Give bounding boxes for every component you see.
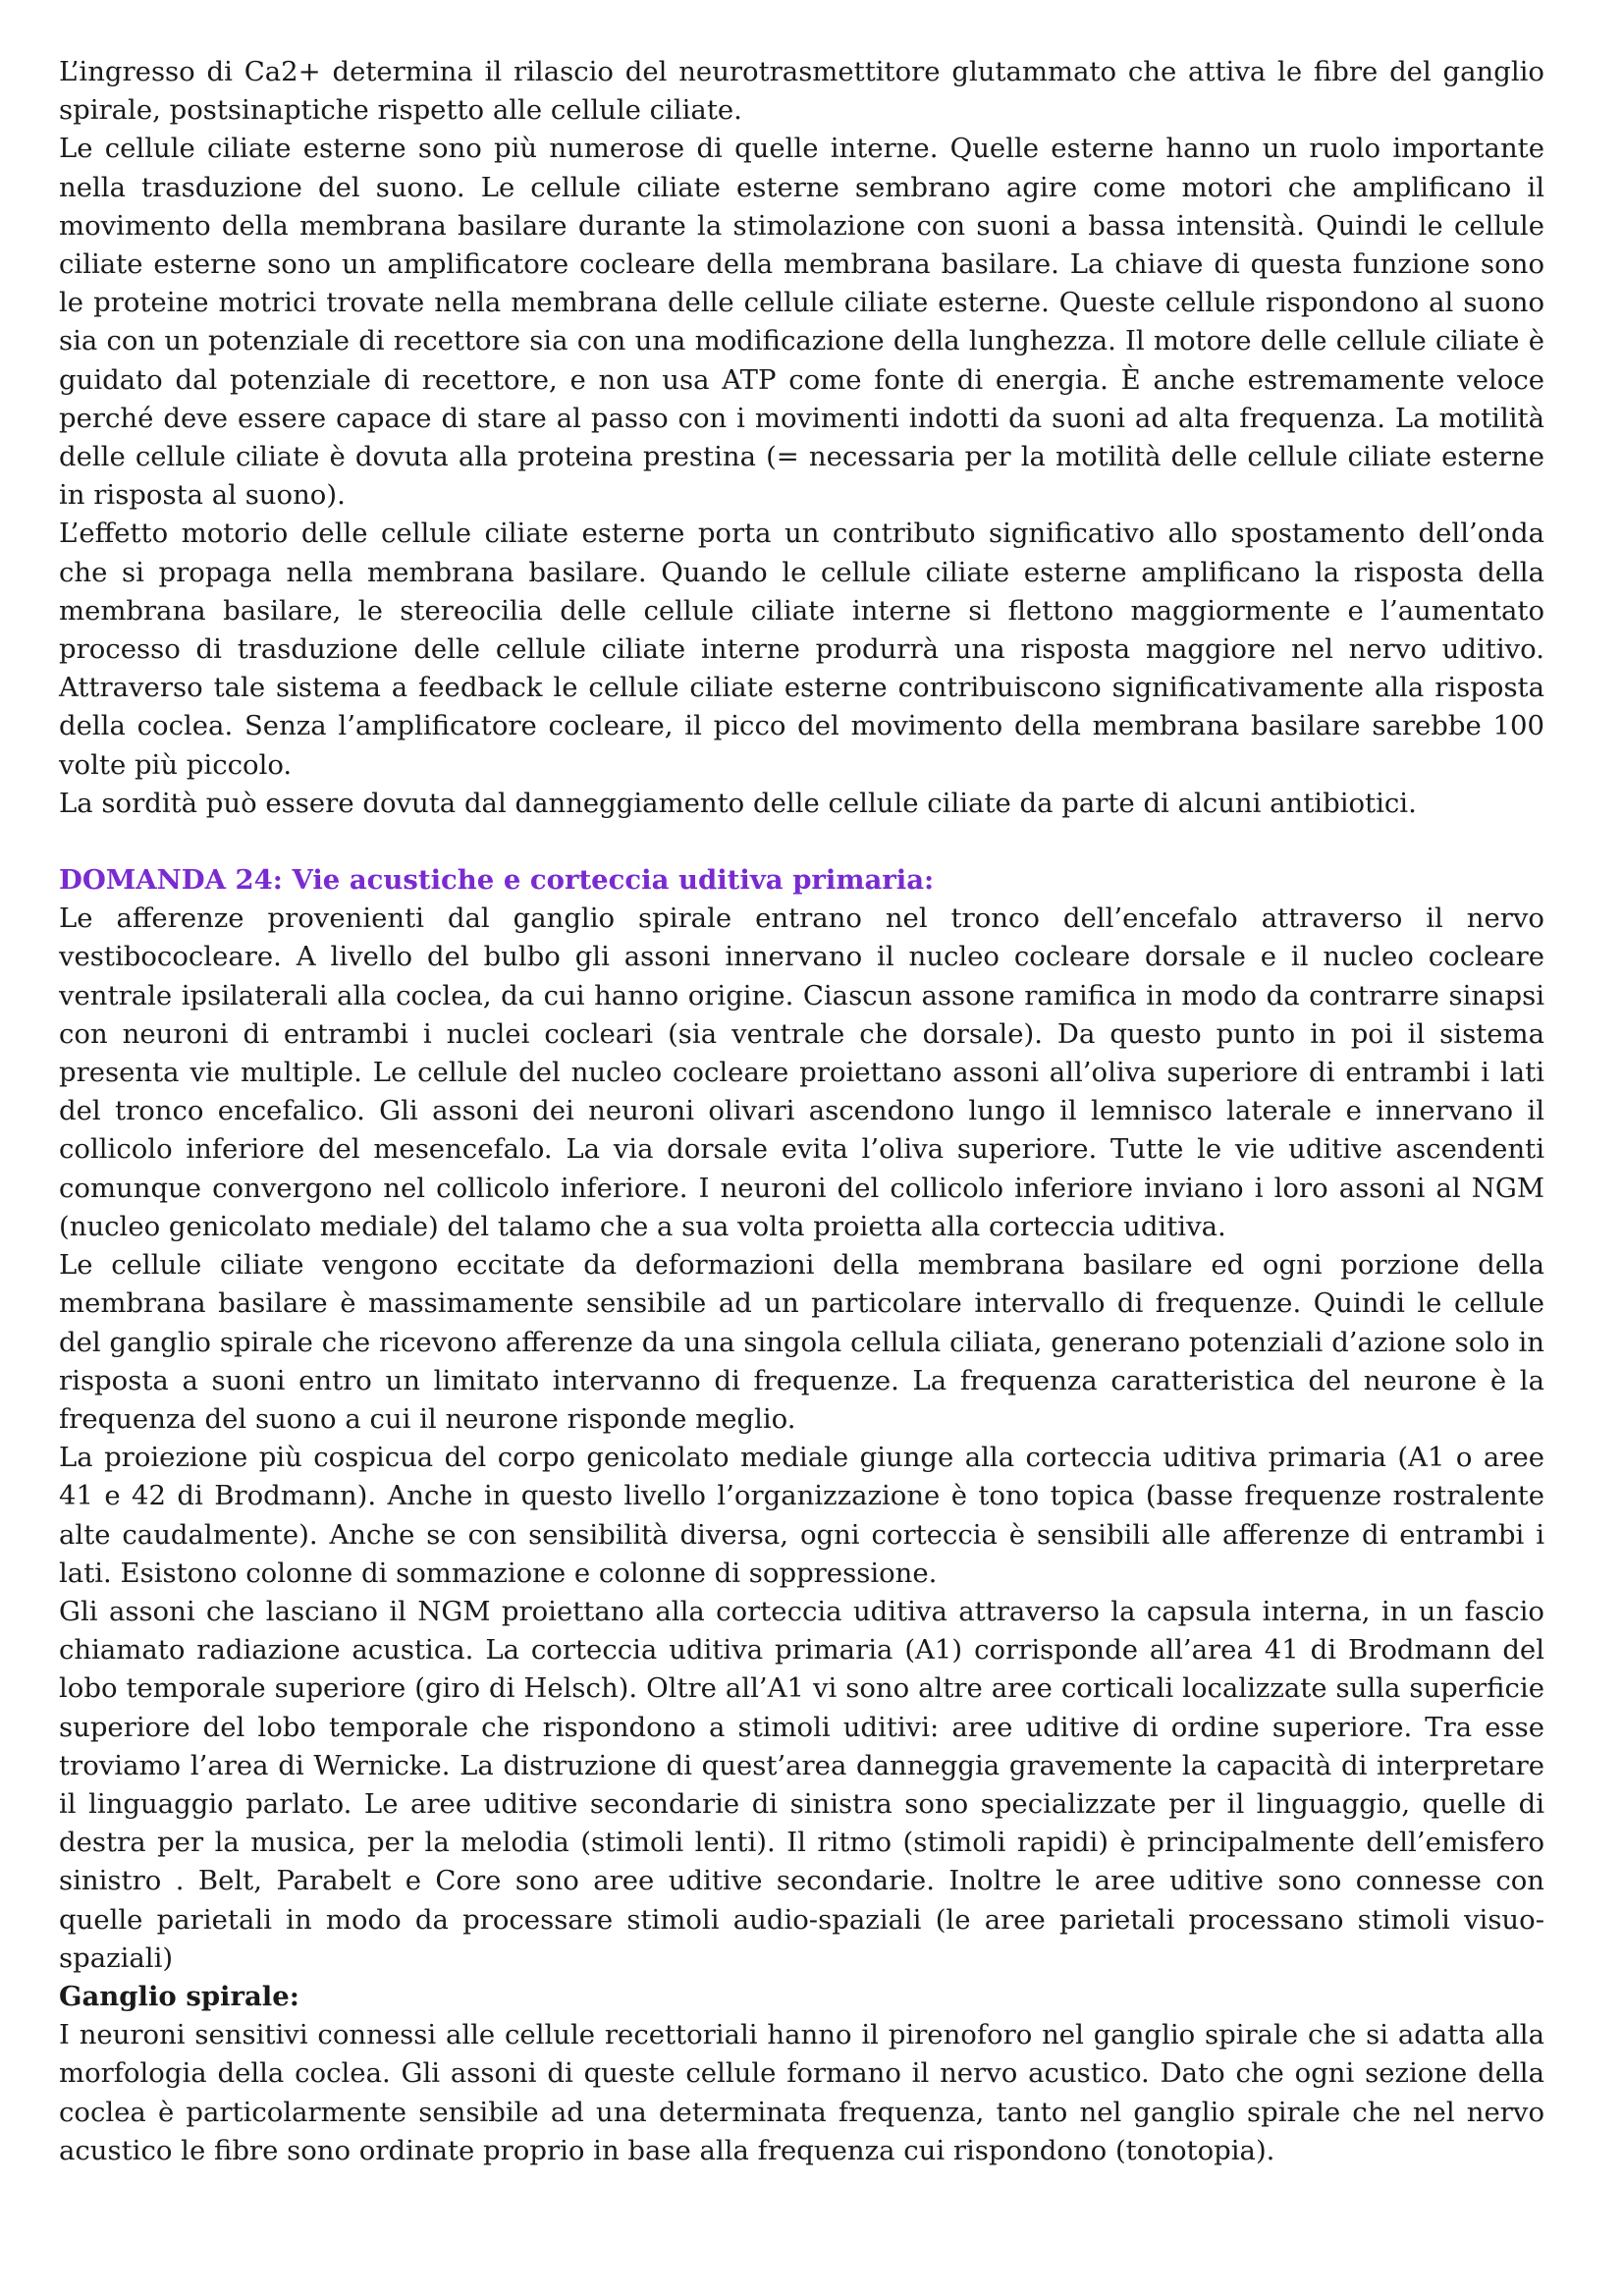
question-paragraph-3: La proiezione più cospicua del corpo genicolato mediale giunge alla corteccia uditiva primaria (A1 o aree 41 e 42 di Brodmann). Anche in questo livello l’organizzazione è tono topica (basse frequenze rostralente alte caudalmente). Anche se con sensibilità diversa, ogni corteccia è sensibili alle afferenze di entrambi i lati. Esistono colonne di sommazione e colonne di soppressione. — [59, 1442, 1544, 1589]
question-paragraph-1: Le afferenze provenienti dal ganglio spirale entrano nel tronco dell’encefalo attraverso il nervo vestibococleare. A livello del bulbo gli assoni innervano il nucleo cocleare dorsale e il nucleo cocleare ventrale ipsilaterali alla coclea, da cui hanno origine. Ciascun assone ramifica in modo da contrarre sinapsi con neuroni di entrambi i nuclei cocleari (sia ventrale che dorsale). Da questo punto in poi il sistema presenta vie multiple. Le cellule del nucleo cocleare proiettano assoni all’oliva superiore di entrambi i lati del tronco encefalico. Gli assoni dei neuroni olivari ascendono lungo il lemnisco laterale e innervano il collicolo inferiore del mesencefalo. La via dorsale evita l’oliva superiore. Tutte le vie uditive ascendenti comunque convergono nel collicolo inferiore. I neuroni del collicolo inferiore inviano i loro assoni al NGM (nucleo genicolato mediale) del talamo che a sua volta proietta alla corteccia uditiva. — [59, 902, 1544, 1242]
paragraph-spacer — [59, 823, 1544, 861]
intro-paragraph-3: L’effetto motorio delle cellule ciliate esterne porta un contributo significativo allo spostamento dell’onda che si propaga nella membrana basilare. Quando le cellule ciliate esterne amplificano la risposta della membrana basilare, le stereocilia delle cellule ciliate interne si flettono maggiormente e l’aumentato processo di trasduzione delle cellule ciliate interne produrrà una risposta maggiore nel nervo uditivo. Attraverso tale sistema a feedback le cellule ciliate esterne contribuiscono significativamente alla risposta della coclea. Senza l’amplificatore cocleare, il picco del movimento della membrana basilare sarebbe 100 volte più piccolo. — [59, 518, 1544, 781]
intro-paragraph-1: L’ingresso di Ca2+ determina il rilascio del neurotrasmettitore glutammato che attiva le fibre del ganglio spirale, postsinaptiche rispetto alle cellule ciliate. — [59, 56, 1544, 127]
question-paragraph-4: Gli assoni che lasciano il NGM proiettano alla corteccia uditiva attraverso la capsula interna, in un fascio chiamato radiazione acustica. La corteccia uditiva primaria (A1) corrisponde all’area 41 di Brodmann del lobo temporale superiore (giro di Helsch). Oltre all’A1 vi sono altre aree corticali localizzate sulla superficie superiore del lobo temporale che rispondono a stimoli uditivi: aree uditive di ordine superiore. Tra esse troviamo l’area di Wernicke. La distruzione di quest’area danneggia gravemente la capacità di interpretare il linguaggio parlato. Le aree uditive secondarie di sinistra sono specializzate per il linguaggio, quelle di destra per la musica, per la melodia (stimoli lenti). Il ritmo (stimoli rapidi) è principalmente dell’emisfero sinistro . Belt, Parabelt e Core sono aree uditive secondarie. Inoltre le aree uditive sono connesse con quelle parietali in modo da processare stimoli audio-spaziali (le aree parietali processano stimoli visuo-spaziali) — [59, 1595, 1544, 1974]
section-heading: Ganglio spirale: — [59, 1980, 299, 2012]
intro-paragraph-4: La sordità può essere dovuta dal danneggiamento delle cellule ciliate da parte di alcuni antibiotici. — [59, 787, 1417, 819]
section-paragraph-1: I neuroni sensitivi connessi alle cellule recettoriali hanno il pirenoforo nel ganglio spirale che si adatta alla morfologia della coclea. Gli assoni di queste cellule formano il nervo acustico. Dato che ogni sezione della coclea è particolarmente sensibile ad una determinata frequenza, tanto nel ganglio spirale che nel nervo acustico le fibre sono ordinate proprio in base alla frequenza cui rispondono (tonotopia). — [59, 2019, 1544, 2166]
question-paragraph-2: Le cellule ciliate vengono eccitate da deformazioni della membrana basilare ed ogni porzione della membrana basilare è massimamente sensibile ad un particolare intervallo di frequenze. Quindi le cellule del ganglio spirale che ricevono afferenze da una singola cellula ciliata, generano potenziali d’azione solo in risposta a suoni entro un limitato intervanno di frequenze. La frequenza caratteristica del neurone è la frequenza del suono a cui il neurone risponde meglio. — [59, 1249, 1544, 1435]
document-page — [59, 53, 1544, 2170]
question-heading: DOMANDA 24: Vie acustiche e corteccia uditiva primaria: — [59, 864, 935, 897]
intro-paragraph-2: Le cellule ciliate esterne sono più numerose di quelle interne. Quelle esterne hanno un ruolo importante nella trasduzione del suono. Le cellule ciliate esterne sembrano agire come motori che amplificano il movimento della membrana basilare durante la stimolazione con suoni a bassa intensità. Quindi le cellule ciliate esterne sono un amplificatore cocleare della membrana basilare. La chiave di questa funzione sono le proteine motrici trovate nella membrana delle cellule ciliate esterne. Queste cellule rispondono al suono sia con un potenziale di recettore sia con una modificazione della lunghezza. Il motore delle cellule ciliate è guidato dal potenziale di recettore, e non usa ATP come fonte di energia. È anche estremamente veloce perché deve essere capace di stare al passo con i movimenti indotti da suoni ad alta frequenza. La motilità delle cellule ciliate è dovuta alla proteina prestina (= necessaria per la motilità delle cellule ciliate esterne in risposta al suono). — [59, 133, 1544, 512]
